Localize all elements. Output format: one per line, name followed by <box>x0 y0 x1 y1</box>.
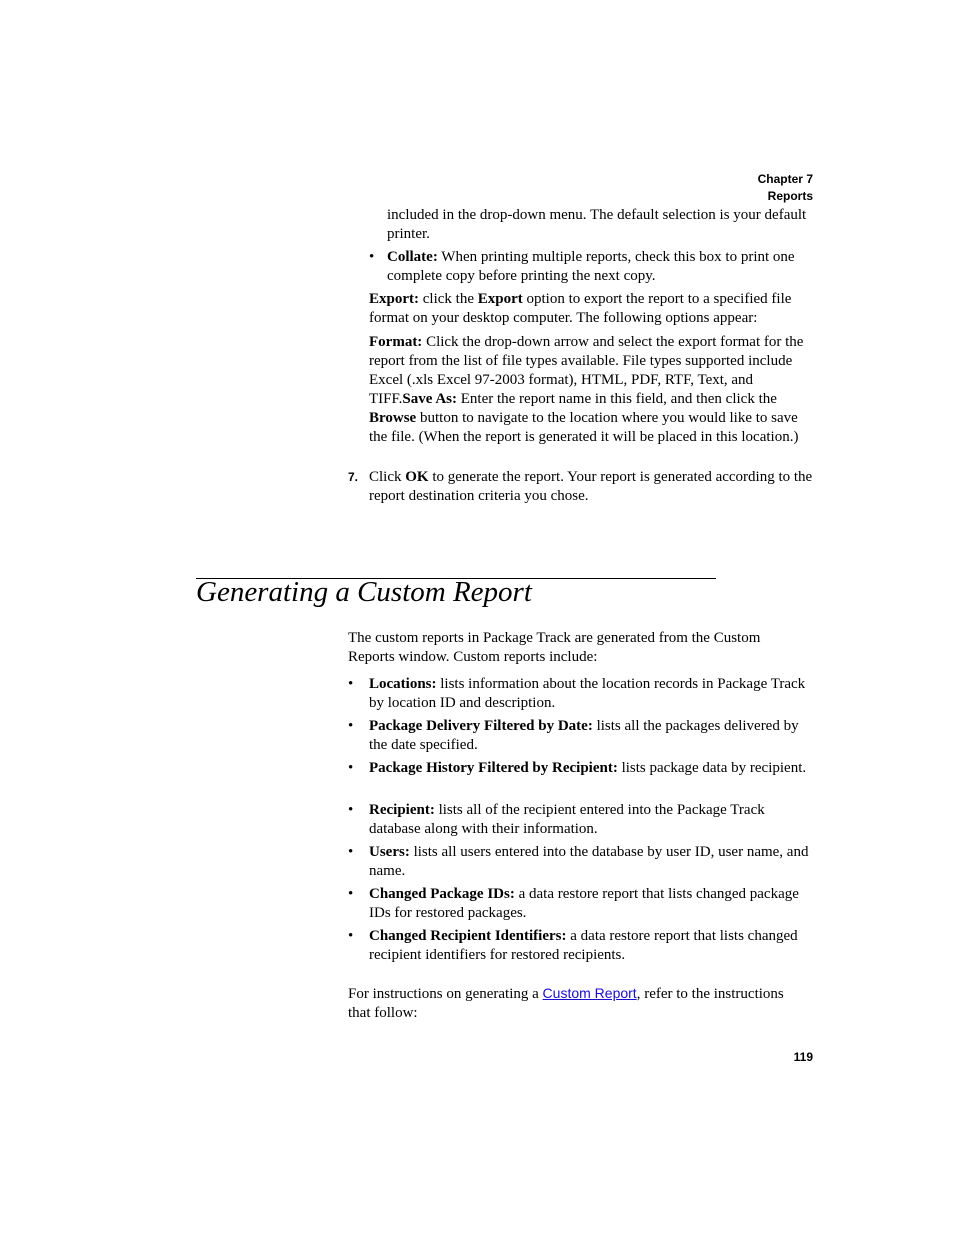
bullet-mark: • <box>348 760 354 776</box>
item-term: Changed Recipient Identifiers: <box>369 928 567 944</box>
bullet-mark: • <box>348 886 354 902</box>
list-item <box>369 843 817 881</box>
list-item <box>369 927 817 965</box>
export-term2: Export <box>477 291 523 307</box>
collate-term: Collate: <box>387 249 438 265</box>
bullet-mark: • <box>369 249 375 265</box>
item-term: Recipient: <box>369 802 435 818</box>
ok-term: OK <box>405 469 429 485</box>
running-header <box>758 171 813 205</box>
item-term: Users: <box>369 844 410 860</box>
closing-paragraph <box>348 984 808 1023</box>
section-title: Generating a Custom Report <box>196 576 532 608</box>
list-item <box>369 717 817 755</box>
item-term: Locations: <box>369 676 437 692</box>
format-text3: button to navigate to the location where you would like to save the file. (When the report is generated it will be placed in this location.) <box>369 410 799 445</box>
item-term: Package Delivery Filtered by Date: <box>369 718 593 734</box>
continuation-text: included in the drop-down menu. The default selection is your default printer. <box>387 207 807 242</box>
chapter-label: Chapter 7 <box>757 172 813 186</box>
bullet-mark: • <box>348 928 354 944</box>
bullet-mark: • <box>348 718 354 734</box>
item-text: a data restore report that lists changed recipient identifiers for restored recipients. <box>369 928 798 963</box>
collate-item <box>387 248 817 286</box>
export-text2: option to export the report to a specified file format on your desktop computer. The following options appear: <box>369 291 792 326</box>
step-7-text <box>369 468 817 506</box>
bullet-mark: • <box>348 844 354 860</box>
page-number: 119 <box>793 1050 813 1064</box>
item-text: lists all the packages delivered by the date specified. <box>369 718 799 753</box>
bullet-mark: • <box>348 802 354 818</box>
list-item <box>369 801 817 839</box>
bullet-mark: • <box>348 676 354 692</box>
export-term: Export: <box>369 291 419 307</box>
item-text: a data restore report that lists changed package IDs for restored packages. <box>369 886 799 921</box>
format-text2: Enter the report name in this field, and then click the <box>457 391 777 407</box>
collate-text: When printing multiple reports, check this box to print one complete copy before printing the next copy. <box>387 249 795 284</box>
item-text: lists all users entered into the database by user ID, user name, and name. <box>369 844 809 879</box>
item-text: lists all of the recipient entered into the Package Track database along with their information. <box>369 802 765 837</box>
closing-text2: , refer to the instructions that follow: <box>348 986 784 1021</box>
item-term: Package History Filtered by Recipient: <box>369 760 618 776</box>
item-term: Changed Package IDs: <box>369 886 515 902</box>
item-text: lists information about the location records in Package Track by location ID and description. <box>369 676 806 711</box>
custom-report-link[interactable]: Custom Report <box>542 985 637 1001</box>
section-label: Reports <box>767 189 813 203</box>
format-term: Format: <box>369 334 423 350</box>
intro-paragraph: The custom reports in Package Track are generated from the Custom Reports window. Custom reports include: <box>348 630 761 665</box>
step-text1: Click <box>369 469 406 485</box>
list-item <box>369 885 817 923</box>
export-text1: click the <box>419 291 478 307</box>
step-number: 7. <box>348 470 359 484</box>
list-item <box>369 759 817 778</box>
export-paragraph <box>369 290 817 328</box>
step-text2: to generate the report. Your report is generated according to the report destination criteria you chose. <box>369 469 813 504</box>
format-paragraph <box>369 333 817 447</box>
format-text1: Click the drop-down arrow and select the export format for the report from the list of file types available. File types supported include Excel (.xls Excel 97-2003 format), HTML, PDF, RTF, Text, and TIFF. <box>369 334 804 407</box>
item-text: lists package data by recipient. <box>617 760 807 776</box>
browse-term: Browse <box>369 410 417 426</box>
closing-text1: For instructions on generating a <box>348 986 543 1002</box>
list-item <box>369 675 817 713</box>
save-as-term: Save As: <box>402 391 457 407</box>
